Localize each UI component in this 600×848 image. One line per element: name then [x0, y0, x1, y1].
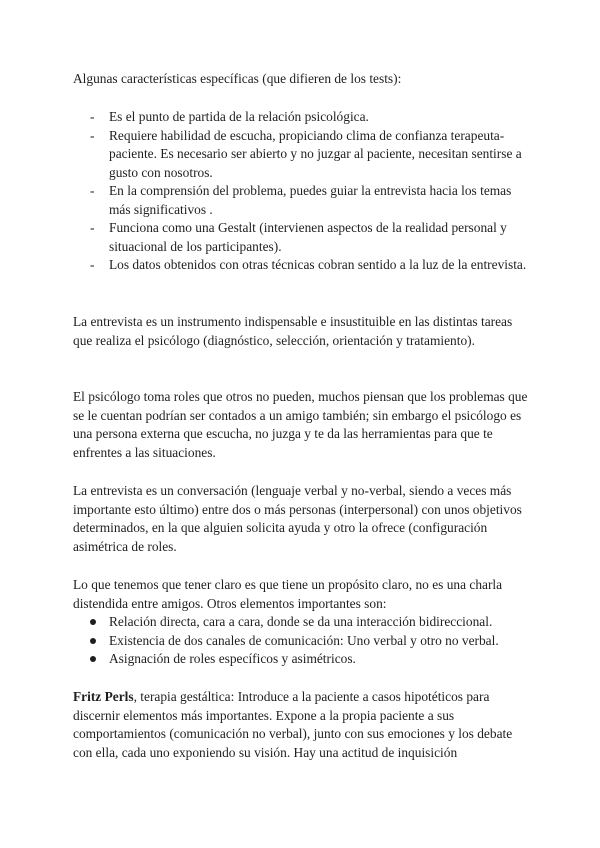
dash-marker: -	[90, 183, 95, 198]
bullet-icon	[90, 656, 96, 662]
list-item: Asignación de roles específicos y asimétricos.	[73, 650, 533, 669]
list-item: - Es el punto de partida de la relación psicológica.	[73, 108, 533, 127]
characteristics-list	[73, 108, 533, 275]
dash-marker: -	[90, 109, 95, 124]
paragraph-perls	[73, 688, 533, 762]
dash-marker: -	[90, 257, 95, 272]
paragraph-roles: El psicólogo toma roles que otros no pueden, muchos piensan que los problemas que se le cuentan podrían ser contados a un amigo también; sin embargo el psicólogo es una persona externa que escucha, no juzga y te da las herramientas para que te enfrentes a las situaciones.	[73, 389, 528, 460]
list-item: - En la comprensión del problema, puedes guiar la entrevista hacia los temas más significativos .	[90, 183, 512, 217]
perls-text: , terapia gestáltica: Introduce a la paciente a casos hipotéticos para discernir elementos más importantes. Expone a la propia paciente a sus comportamientos (comunicación no verbal), junto con sus emociones y los debate con ella, cada uno exponiendo su visión. Hay una actitud de inquisición	[73, 689, 513, 760]
intro-text: Algunas características específicas (que difieren de los tests):	[73, 71, 402, 86]
elements-list	[73, 613, 533, 669]
dash-marker: -	[90, 127, 95, 143]
bullet-icon	[90, 619, 96, 625]
list-item: Existencia de dos canales de comunicación: Uno verbal y otro no verbal.	[73, 632, 533, 651]
bullet-icon	[90, 638, 96, 644]
dash-marker: -	[90, 220, 95, 235]
list-item: - Funciona como una Gestalt (intervienen aspectos de la realidad personal y situacional de los participantes).	[90, 220, 507, 254]
paragraph-purpose: Lo que tenemos que tener claro es que tiene un propósito claro, no es una charla distendida entre amigos. Otros elementos importantes son:	[73, 577, 503, 611]
list-item: Relación directa, cara a cara, donde se da una interacción bidireccional.	[73, 613, 533, 632]
list-item: - Requiere habilidad de escucha, propiciando clima de confianza terapeuta-paciente. Es necesario ser abierto y no juzgar al paciente, necesitan sentirse a gusto con nosotros.	[90, 127, 522, 180]
perls-name: Fritz Perls	[73, 689, 134, 704]
list-item: - Los datos obtenidos con otras técnicas cobran sentido a la luz de la entrevista.	[73, 256, 533, 275]
paragraph-instrument: La entrevista es un instrumento indispensable e insustituible en las distintas tareas que realiza el psicólogo (diagnóstico, selección, orientación y tratamiento).	[73, 314, 513, 348]
paragraph-conversation: La entrevista es un conversación (lenguaje verbal y no-verbal, siendo a veces más importante esto último) entre dos o más personas (interpersonal) con unos objetivos determinados, en la que alguien solicita ayuda y otro la ofrece (configuración asimétrica de roles.	[73, 483, 522, 554]
